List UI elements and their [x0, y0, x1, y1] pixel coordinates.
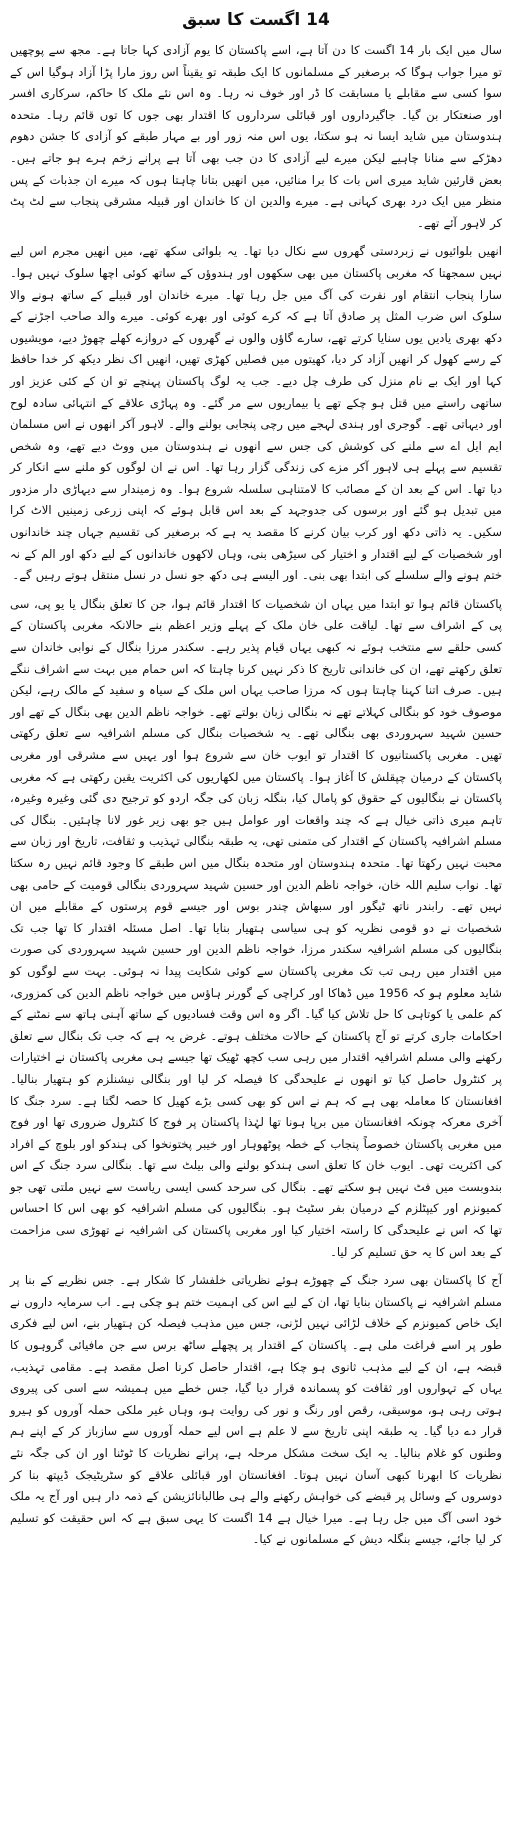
article-headline: 14 اگست کا سبق	[182, 10, 330, 30]
article-body	[10, 40, 502, 1551]
article-paragraph: آج کا پاکستان بھی سرد جنگ کے چھوڑے ہوئے نظریاتی خلفشار کا شکار ہے۔ جس نظریے کے بنا پر مسلم اشرافیہ نے پاکستان بنایا تھا، ان کے لیے اس کی اہمیت ختم ہو چکی ہے۔ اب سرمایہ داروں نے ایک خاص کمیونزم کے خلاف لڑائی نہیں لڑنی، جس میں مذہب فیصلہ کن ہتھیار بنے، اس لیے فکری طور پر اسے فراغت ملی ہے۔ پاکستان کے اقتدار پر پچھلے ساٹھ برس سے جن مافیائی گروہوں کا قبضہ ہے، ان کے لیے مذہب ثانوی ہو چکا ہے، اقتدار حاصل کرنا اصل مقصد ہے۔ مقامی تہذیب، یہاں کے تہواروں اور ثقافت کو پسماندہ قرار دیا گیا، جس خطے میں ہمیشہ سے اسی کی پیروی ہوتی رہی ہو، موسیقی، رقص اور رنگ و نور کی روایت ہو، وہاں غیر ملکی حملہ آوروں کو ہیرو قرار دے دیا گیا۔ یہ طبقہ اپنی تاریخ سے لا علم ہے اس لیے حملہ آوروں سے سازباز کر کے اپنے ہم وطنوں کو غلام بنالیا۔ یہ ایک سخت مشکل مرحلہ ہے، پرانے نظریات کا ٹوٹنا اور ان کی جگہ نئے نظریات کا ابھرنا کبھی آسان نہیں ہوتا۔ افغانستان اور قبائلی علاقے کو سٹریٹیجک ڈیپتھ بنا کر دوسروں کے وسائل پر قبضے کی خواہش رکھنے والے ہی طالبانائزیشن کے ذمہ دار ہیں اور آج یہ ملک خود اسی آگ میں جل رہا ہے۔ میرا خیال ہے 14 اگست کا یہی سبق ہے کہ اس حقیقت کو تسلیم کر لیا جائے، جیسے بنگلہ دیش کے مسلمانوں نے کیا۔	[10, 1273, 502, 1547]
article-paragraph: پاکستان قائم ہوا تو ابتدا میں یہاں ان شخصیات کا اقتدار قائم ہوا، جن کا تعلق بنگال یا یو پی، سی پی کے اشراف سے تھا۔ لیاقت علی خان ملک کے پہلے وزیر اعظم بنے حالانکہ مغربی پاکستان کے کسی حلقے سے منتخب ہوئے نہ کبھی یہاں قیام پذیر رہے۔ سکندر مرزا بنگال کے نوابی خاندان سے تعلق رکھتے تھے، ان کی خاندانی تاریخ کا ذکر نہیں کرنا چاہتا کہ اس حمام میں بہت سے اشراف ننگے ہیں۔ صرف اتنا کہنا چاہتا ہوں کہ مرزا صاحب یہاں اس ملک کے سیاہ و سفید کے مالک رہے، لیکن موصوف خود کو بنگالی کہلاتے تھے نہ بنگالی زبان بولتے تھے۔ خواجہ ناظم الدین بھی بنگال کے تھے اور حسین شہید سہروردی بھی بنگالی تھے۔ یہ شخصیات بنگال کی مسلم اشرافیہ سے تعلق رکھتی تھیں۔ مغربی پاکستانیوں کا اقتدار تو ایوب خان سے شروع ہوا اور یہیں سے مشرقی اور مغربی پاکستان کے درمیان چپقلش کا آغاز ہوا۔ پاکستان میں لکھاریوں کی اکثریت یقین رکھتی ہے کہ مغربی پاکستان نے بنگالیوں کے حقوق کو پامال کیا، بنگلہ زبان کی جگہ اردو کو ترجیح دی گئی وغیرہ وغیرہ، تاہم میری ذاتی خیال ہے کہ چند واقعات اور عوامل ہیں جو بھی زیر غور لانا چاہئیں۔ بنگال کی مسلم اشرافیہ پاکستان کے اقتدار کی متمنی تھی، یہ طبقہ بنگالی تہذیب و ثقافت، تاریخ اور زبان سے محبت نہیں رکھتا تھا۔ متحدہ ہندوستان اور متحدہ بنگال میں اس طبقے کا وجود قائم نہیں رہ سکتا تھا۔ نواب سلیم اللہ خان، خواجہ ناظم الدین اور حسین شہید سہروردی بنگالی قومیت کے حامی بھی نہیں تھے۔ رابندر ناتھ ٹیگور اور سبھاش چندر بوس اور جیسے قوم پرستوں کے مقابلے میں ان شخصیات نے دو قومی نظریہ کو ہی سیاسی ہتھیار بنایا تھا۔ اصل مسئلہ اقتدار کا تھا جب تک بنگالیوں کی مسلم اشرافیہ سکندر مرزا، خواجہ ناظم الدین اور حسین شہید سہروردی کی صورت میں اقتدار میں رہی تب تک مغربی پاکستان سے کوئی شکایت پیدا نہ ہوئی۔ بہت سے لوگوں کو شاید معلوم ہو کہ 1956 میں ڈھاکا اور کراچی کے گورنر ہاؤس میں خواجہ ناظم الدین کی کمزوری، کم علمی یا کوتاہی کا حل تلاش کیا گیا۔ اگر وہ اس وقت فسادیوں کے ساتھ آہنی ہاتھ سے نمٹنے کے احکامات جاری کرتے تو آج پاکستان کے حالات مختلف ہوتے۔ غرض یہ ہے کہ جب تک بنگال سے تعلق رکھنے والی مسلم اشرافیہ اقتدار میں رہی سب کچھ ٹھیک تھا جیسے ہی مغربی پاکستان نے اختیارات پر کنٹرول حاصل کیا تو انھوں نے علیحدگی کا فیصلہ کر لیا اور بنگالی نیشنلزم کو ہتھیار بنالیا۔ افغانستان کا معاملہ بھی ہے کہ ہم نے اس کو بھی کسی بڑے کھیل کا حصہ لگتا ہے۔ سرد جنگ کا آخری معرکہ چونکہ افغانستان میں برپا ہونا تھا لہٰذا پاکستان پر فوج کا کنٹرول ضروری تھا اور فوج میں مغربی پاکستان خصوصاً پنجاب کے خطہ پوٹھوہار اور خیبر پختونخوا کی ہندکو اور بلوچ کے افراد کی اکثریت تھی۔ ایوب خان کا تعلق اسی ہندکو بولنے والی بیلٹ سے تھا۔ بنگالی سرد جنگ کے اس بندوبست میں فٹ نہیں ہو سکتے تھے۔ بنگال کی سرحد کسی ایسی ریاست سے نہیں ملتی تھی جو کمیونزم اور کیپٹلزم کے درمیان بفر سٹیٹ ہو۔ بنگالیوں کی مسلم اشرافیہ کو بھی اس کا احساس تھا کہ اس نے علیحدگی کا راستہ اختیار کیا اور مغربی پاکستان کی اشرافیہ نے تھوڑی سی مزاحمت کے بعد اس کا یہ حق تسلیم کر لیا۔	[10, 596, 502, 1259]
article-paragraph: سال میں ایک بار 14 اگست کا دن آتا ہے، اسے پاکستان کا یوم آزادی کہا جاتا ہے۔ مجھ سے پوچھیں تو میرا جواب ہوگا کہ برصغیر کے مسلمانوں کا ایک طبقہ تو یقیناً اس روز مارا پڑا آزاد ہوگیا اس کے سوا کسی سے مقابلے یا مسابقت کا ڈر اور خوف نہ رہا۔ وہ اس نئے ملک کا حاکم، سرکاری افسر اور صنعتکار بن گیا۔ جاگیرداروں اور قبائلی سرداروں کا اقتدار بھی جوں کا توں قائم رہا۔ متحدہ ہندوستان میں شاید ایسا نہ ہو سکتا، یوں اس منہ زور اور بے مہار طبقے کو آزادی کا جشن دھوم دھڑکے سے منانا چاہیے لیکن میرے لیے آزادی کا دن جب بھی آتا ہے پرانے زخم ہرے ہو جاتے ہیں۔ بعض قارئین شاید میری اس بات کا برا منائیں، میں انھیں بتانا چاہتا ہوں کہ میرے ان جذبات کے پس منظر میں ایک درد بھری کہانی ہے۔ میرے والدین ان کا خاندان اور قبیلہ مشرقی پنجاب سے لٹ پٹ کر لاہور آئے تھے۔	[10, 43, 502, 230]
article-paragraph: انھیں بلوائیوں نے زبردستی گھروں سے نکال دیا تھا۔ یہ بلوائی سکھ تھے، میں انھیں مجرم اس لیے نہیں سمجھتا کہ مغربی پاکستان میں بھی سکھوں اور ہندوؤں کے ساتھ کوئی اچھا سلوک نہیں ہوا۔ سارا پنجاب انتقام اور نفرت کی آگ میں جل رہا تھا۔ میرے خاندان اور قبیلے کے ساتھ ہونے والا سلوک اس ضرب المثل پر صادق آتا ہے کہ کرے کوئی اور بھرے کوئی۔ میرے والد صاحب اجڑنے کے دکھ بھری یادیں یوں سنایا کرتے تھے، سارے گاؤں والوں نے گھروں کے دروازے کھلے چھوڑ دیے، مویشیوں کے رسے کھول کر انھیں آزاد کر دیا، کھیتوں میں فصلیں کھڑی تھیں، انھیں اک نظر دیکھ کر خدا حافظ کہا اور ایک بے نام منزل کی طرف چل دیے۔ جب یہ لوگ پاکستان پہنچے تو ان کے کئی عزیز اور ساتھی راستے میں قتل ہو چکے تھے یا بیماریوں سے مر گئے۔ وہ پہاڑی علاقے کے انتہائی سادہ لوح اور دیہاتی تھے۔ گوجری اور ہندی لہجے میں رچی پنجابی بولنے والے۔ لاہور آکر انھوں نے اس مسلمان ایم ایل اے سے ملنے کی کوشش کی جس سے انھوں نے ہندوستان میں ووٹ دیے تھے، وہ شخص تقسیم سے پہلے ہی لاہور آکر مزے کی زندگی گزار رہا تھا۔ اس نے ان لوگوں کو ملنے سے انکار کر دیا تھا۔ اس کے بعد ان کے مصائب کا لامتناہی سلسلہ شروع ہوا۔ وہ زمیندار سے دیہاڑی دار مزدور میں تبدیل ہو گئے اور برسوں کی جدوجہد کے بعد اس قابل ہوئے کہ اپنی زرعی زمینیں الاٹ کرا سکیں۔ یہ ذاتی دکھ اور کرب بیان کرنے کا مقصد یہ ہے کہ برصغیر کی تقسیم جہاں چند خاندانوں اور شخصیات کے لیے اقتدار و اختیار کی سیڑھی بنی، وہاں لاکھوں خاندانوں کے لیے دکھ اور الم کے نہ ختم ہونے والے سلسلے کی ابتدا بھی بنی۔ اور الیسے ہی دکھ جو نسل در نسل منتقل ہوتے رہیں گے۔	[10, 244, 502, 583]
